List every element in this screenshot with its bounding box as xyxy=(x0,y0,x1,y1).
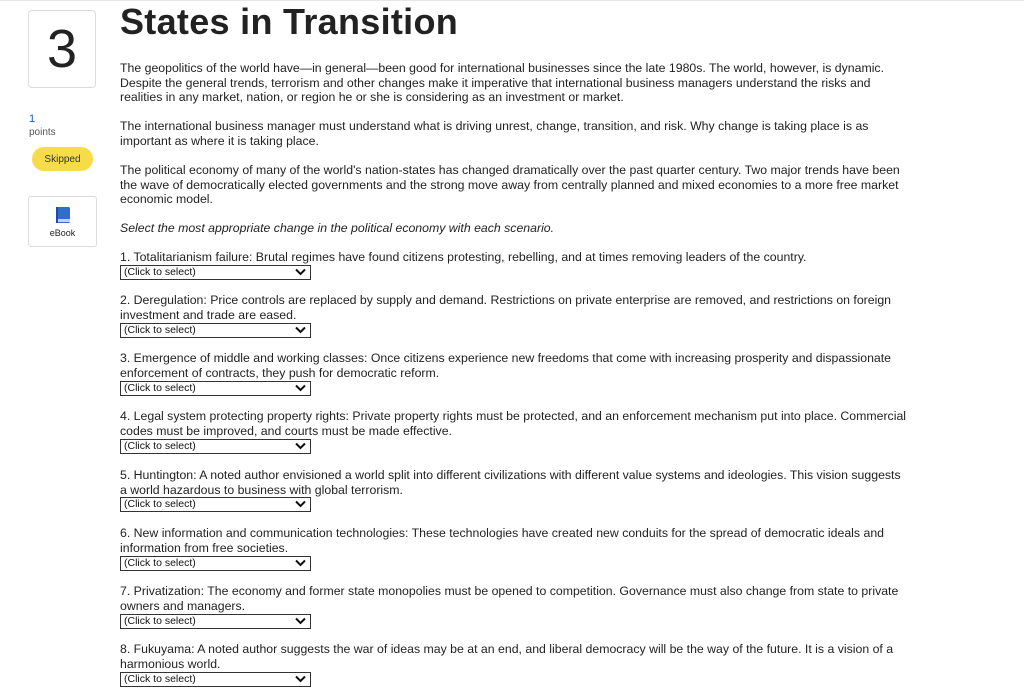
scenario-item-1: 1. Totalitarianism failure: Brutal regimes have found citizens protesting, rebelling, and at times removing leaders of the country. xyxy=(120,250,807,264)
chevron-down-icon xyxy=(295,500,306,508)
points-value: 1 xyxy=(29,113,36,125)
chevron-down-icon xyxy=(295,268,306,276)
select-value: (Click to select) xyxy=(124,615,196,627)
scenario-select-2[interactable] xyxy=(120,323,311,338)
scenario-select-8[interactable] xyxy=(120,672,311,687)
scenario-select-5[interactable] xyxy=(120,497,311,512)
book-icon xyxy=(55,206,71,224)
question-number: 3 xyxy=(28,10,96,88)
chevron-down-icon xyxy=(295,559,306,567)
intro-paragraph-1: The geopolitics of the world have—in general—been good for international businesses since the late 1980s. The world, however, is dynamic. Despite the general trends, terrorism and other changes make it imperative that international business managers understand the risks and realities in any market, nation, or region he or she is considering as an investment or market. xyxy=(120,61,884,105)
scenario-item-2: 2. Deregulation: Price controls are replaced by supply and demand. Restrictions on private enterprise are removed, and restrictions on foreign investment and trade are eased. xyxy=(120,293,892,322)
intro-paragraph-2: The international business manager must understand what is driving unrest, change, transition, and risk. Why change is taking place is as important as where it is taking place. xyxy=(120,119,869,148)
chevron-down-icon xyxy=(295,675,306,683)
select-value: (Click to select) xyxy=(124,382,196,394)
scenario-item-4: 4. Legal system protecting property rights: Private property rights must be protected, and an enforcement mechanism put into place. Commercial codes must be improved, and courts must be made effective. xyxy=(120,409,907,438)
scenario-select-3[interactable] xyxy=(120,381,311,396)
scenario-item-5: 5. Huntington: A noted author envisioned a world split into different civilizations with different value systems and ideologies. This vision suggests a world hazardous to business with global terrorism. xyxy=(120,468,901,497)
select-value: (Click to select) xyxy=(124,266,196,278)
select-value: (Click to select) xyxy=(124,498,196,510)
scenario-select-6[interactable] xyxy=(120,556,311,571)
scenario-item-6: 6. New information and communication technologies: These technologies have created new conduits for the spread of democratic ideals and information from free societies. xyxy=(120,526,884,555)
ebook-label: eBook xyxy=(49,227,76,238)
intro-paragraph-3: The political economy of many of the world's nation-states has changed dramatically over the past quarter century. Two major trends have been the wave of democratically elected governments and the strong move away from centrally planned and mixed economies to a more free market economic model. xyxy=(120,163,900,207)
scenario-item-7: 7. Privatization: The economy and former state monopolies must be opened to competition. Governance must also change from state to private owners and managers. xyxy=(120,584,899,613)
status-badge: Skipped xyxy=(32,147,93,171)
select-value: (Click to select) xyxy=(124,324,196,336)
chevron-down-icon xyxy=(295,384,306,392)
page-title: States in Transition xyxy=(120,1,459,42)
scenario-item-3: 3. Emergence of middle and working classes: Once citizens experience new freedoms that come with increasing prosperity and dispassionate enforcement of contracts, they push for democratic reform. xyxy=(120,351,891,380)
scenario-select-4[interactable] xyxy=(120,439,311,454)
scenario-item-8: 8. Fukuyama: A noted author suggests the war of ideas may be at an end, and liberal democracy will be the way of the future. It is a vision of a harmonious world. xyxy=(120,642,894,671)
ebook-button[interactable] xyxy=(28,196,97,247)
select-value: (Click to select) xyxy=(124,673,196,685)
scenario-select-1[interactable] xyxy=(120,265,311,280)
select-value: (Click to select) xyxy=(124,557,196,569)
instruction-text: Select the most appropriate change in the political economy with each scenario. xyxy=(120,221,555,235)
points-label: points xyxy=(29,127,56,138)
chevron-down-icon xyxy=(295,442,306,450)
select-value: (Click to select) xyxy=(124,440,196,452)
chevron-down-icon xyxy=(295,617,306,625)
scenario-select-7[interactable] xyxy=(120,614,311,629)
chevron-down-icon xyxy=(295,326,306,334)
